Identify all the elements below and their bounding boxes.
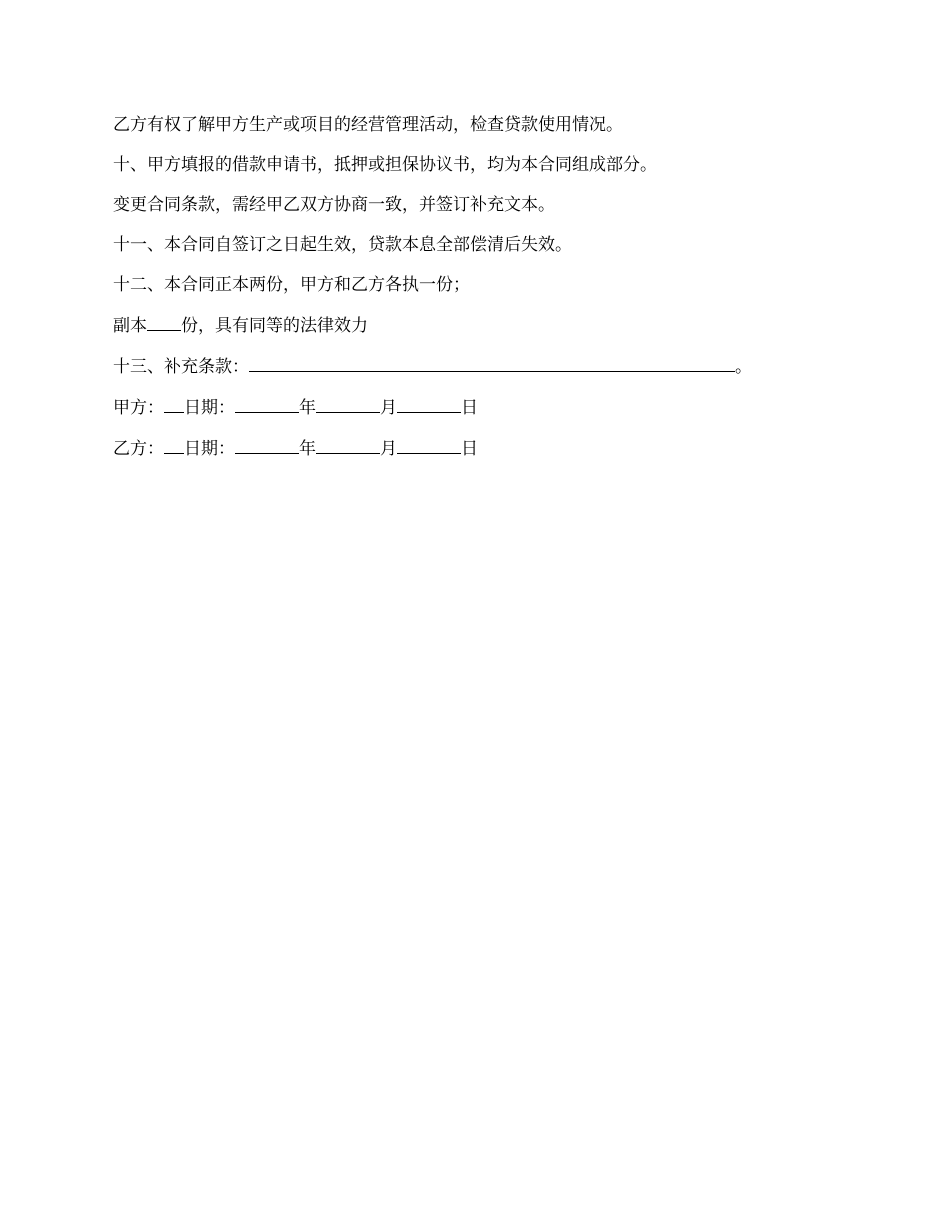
party-a-day-blank[interactable] bbox=[397, 395, 461, 413]
party-b-date-label: 日期： bbox=[184, 439, 235, 459]
party-a-year-blank[interactable] bbox=[235, 395, 299, 413]
clause-amendment: 变更合同条款，需经甲乙双方协商一致，并签订补充文本。 bbox=[113, 195, 555, 215]
party-a-signature-line bbox=[113, 395, 478, 420]
clause-twelve: 十二、本合同正本两份，甲方和乙方各执一份； bbox=[113, 275, 470, 295]
supplement-line bbox=[113, 354, 752, 379]
party-a-month-label: 月 bbox=[380, 398, 397, 418]
supplement-blank[interactable] bbox=[249, 354, 735, 372]
party-b-signature-line bbox=[113, 436, 478, 461]
party-a-day-label: 日 bbox=[461, 398, 478, 418]
party-b-year-label: 年 bbox=[299, 439, 316, 459]
party-a-signature-blank[interactable] bbox=[164, 395, 184, 413]
party-b-label: 乙方： bbox=[113, 439, 164, 459]
supplement-end: 。 bbox=[735, 357, 752, 377]
party-b-month-blank[interactable] bbox=[316, 436, 380, 454]
party-b-signature-blank[interactable] bbox=[164, 436, 184, 454]
clause-eleven: 十一、本合同自签订之日起生效，贷款本息全部偿清后失效。 bbox=[113, 235, 572, 255]
party-b-month-label: 月 bbox=[380, 439, 397, 459]
party-a-year-label: 年 bbox=[299, 398, 316, 418]
copies-prefix: 副本 bbox=[113, 316, 147, 336]
party-b-year-blank[interactable] bbox=[235, 436, 299, 454]
copies-line bbox=[113, 313, 368, 338]
clause-inspection-right: 乙方有权了解甲方生产或项目的经营管理活动，检查贷款使用情况。 bbox=[113, 115, 623, 135]
party-b-day-label: 日 bbox=[461, 439, 478, 459]
clause-ten: 十、甲方填报的借款申请书，抵押或担保协议书，均为本合同组成部分。 bbox=[113, 155, 657, 175]
copies-count-blank[interactable] bbox=[147, 313, 181, 331]
supplement-label: 十三、补充条款： bbox=[113, 357, 249, 377]
party-a-label: 甲方： bbox=[113, 398, 164, 418]
copies-suffix: 份，具有同等的法律效力 bbox=[181, 316, 368, 336]
party-b-day-blank[interactable] bbox=[397, 436, 461, 454]
party-a-date-label: 日期： bbox=[184, 398, 235, 418]
party-a-month-blank[interactable] bbox=[316, 395, 380, 413]
